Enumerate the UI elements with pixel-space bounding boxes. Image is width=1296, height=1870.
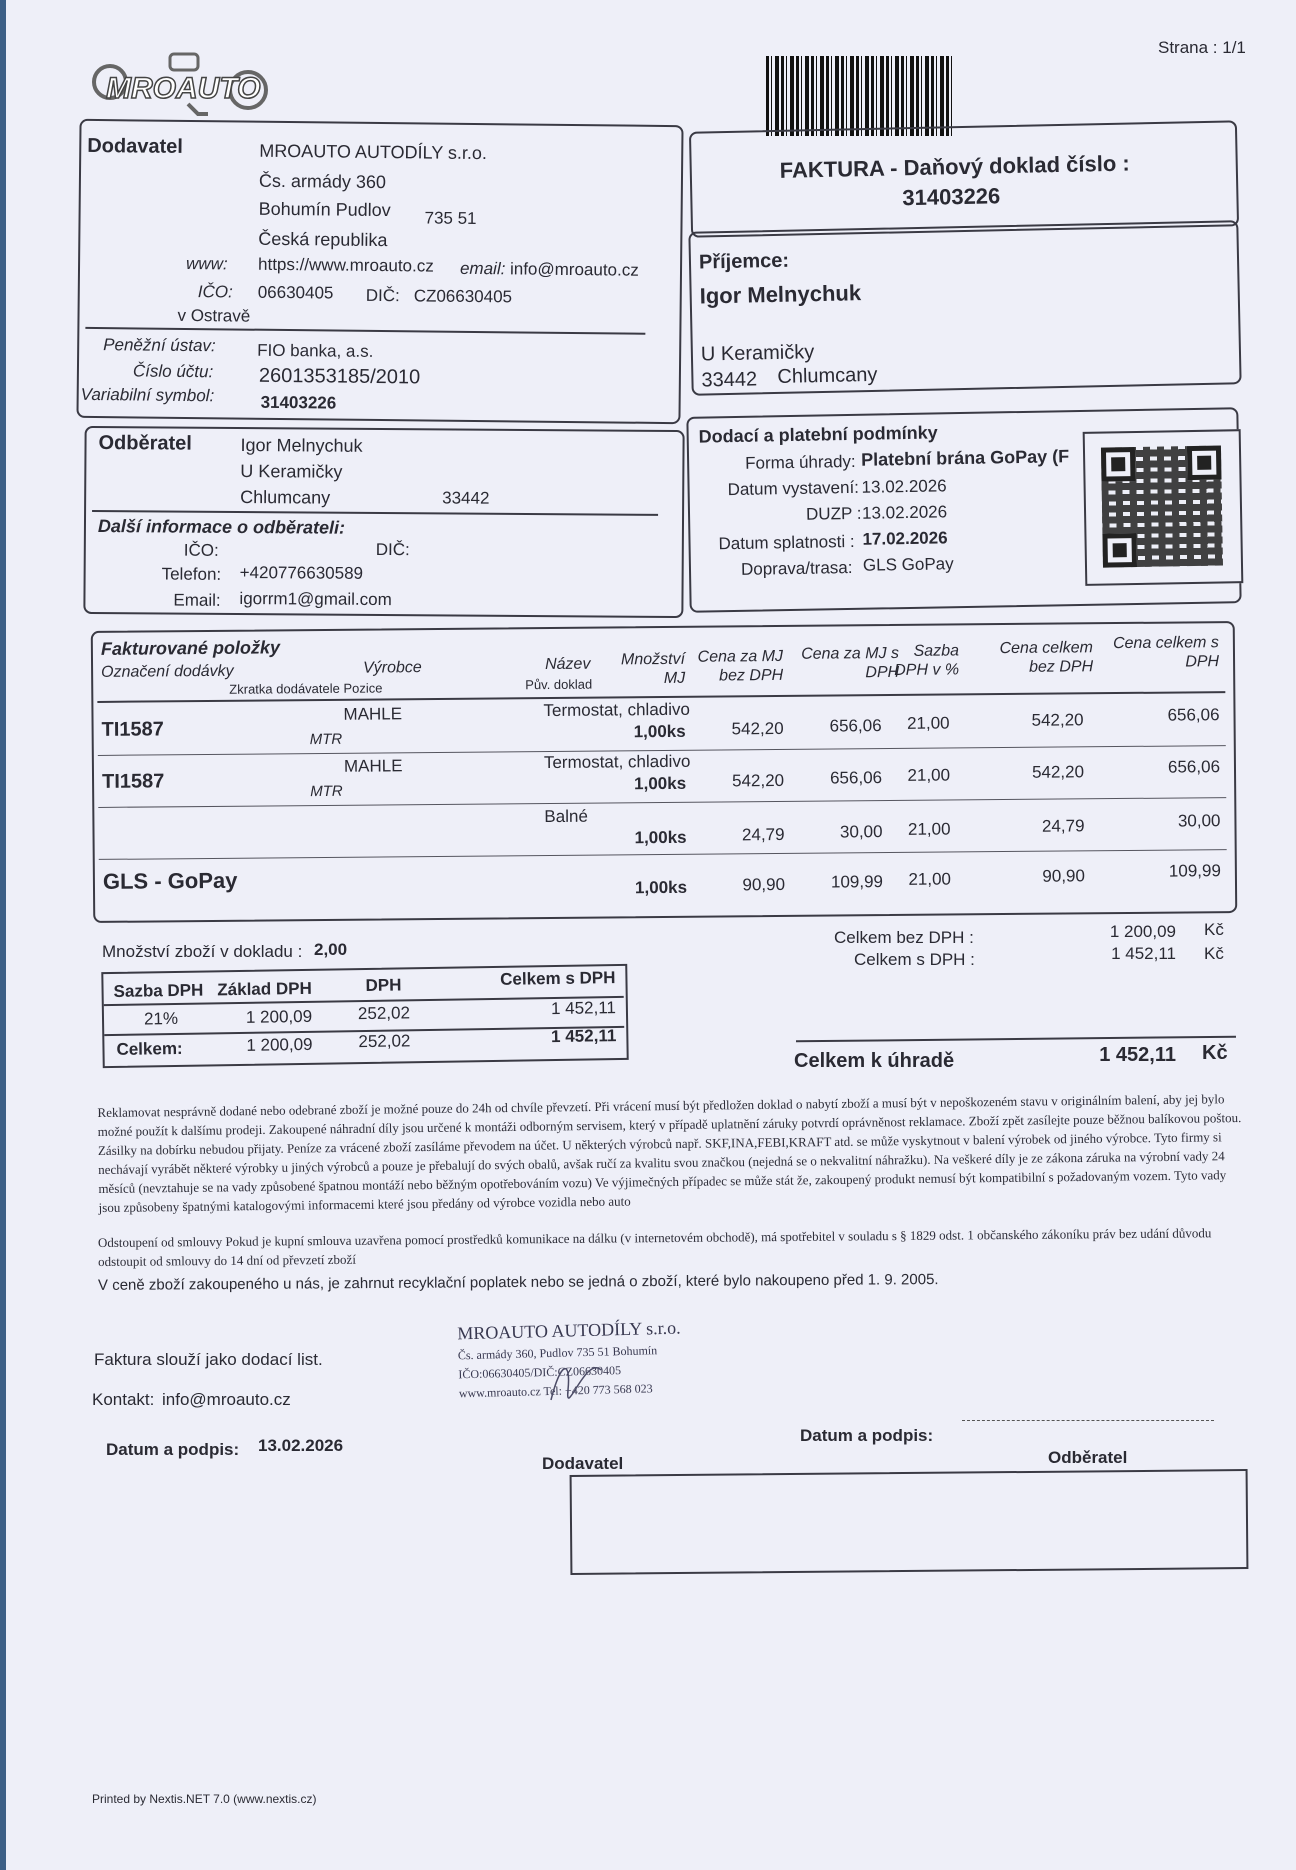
delivery-note: Faktura slouží jako dodací list. — [94, 1350, 323, 1369]
total-inc-value: 1 452,11 — [1111, 944, 1176, 963]
customer-heading: Odběratel — [98, 432, 192, 455]
customer-zip: 33442 — [442, 488, 490, 508]
customer-email-label: Email: — [173, 590, 221, 610]
supplier-dic: CZ06630405 — [413, 286, 513, 307]
customer-sign-label: Odběratel — [1048, 1448, 1128, 1467]
vat-sum-amount: 252,02 — [358, 1031, 411, 1052]
item-price-ex: 24,79 — [741, 824, 785, 845]
items-heading: Fakturované položky — [100, 637, 281, 659]
col-price-ex: Cena za MJ bez DPH — [697, 647, 784, 685]
vs-label: Variabilní symbol: — [80, 384, 215, 406]
date-sign-value: 13.02.2026 — [258, 1436, 344, 1455]
total-ex-value: 1 200,09 — [1109, 922, 1176, 941]
supplier-email: info@mroauto.cz — [509, 259, 639, 280]
item-maker: MAHLE — [343, 756, 403, 776]
duzp-value: 13.02.2026 — [861, 502, 948, 523]
vat-sum-label: Celkem: — [116, 1038, 183, 1059]
recipient-heading: Příjemce: — [698, 249, 790, 274]
col-vat: Sazba DPH v % — [894, 642, 960, 679]
divider — [92, 510, 658, 516]
col-price-inc: Cena za MJ s DPH — [801, 644, 900, 682]
customer-street: U Keramičky — [240, 460, 343, 482]
invoice-number: 31403226 — [902, 183, 1001, 211]
item-maker: MAHLE — [343, 704, 403, 724]
vat-col-total: Celkem s DPH — [500, 968, 616, 989]
supplier-street: Čs. armády 360 — [258, 170, 387, 193]
col-total-ex: Cena celkem bez DPH — [999, 639, 1094, 676]
item-price-inc: 109,99 — [830, 872, 884, 892]
qty-label: Množství zboží v dokladu : — [102, 942, 303, 961]
company-logo — [88, 52, 273, 120]
item-price-inc: 30,00 — [839, 822, 883, 842]
payment-value: Platební brána GoPay (F — [860, 446, 1070, 470]
customer-phone-label: Telefon: — [161, 564, 222, 584]
item-total-ex: 542,20 — [1031, 762, 1085, 782]
supplier-ico-label: IČO: — [197, 282, 233, 302]
qty-value: 2,00 — [314, 940, 348, 959]
supplier-www: https://www.mroauto.cz — [257, 254, 434, 276]
stamp-line: Čs. armády 360, Pudlov 735 51 Bohumín — [457, 1343, 658, 1363]
supplier-name: MROAUTO AUTODÍLY s.r.o. — [259, 140, 488, 164]
customer-box — [83, 426, 684, 618]
supplier-ico: 06630405 — [257, 282, 334, 303]
shipping-label: Doprava/trasa: — [740, 557, 853, 579]
qr-frame — [1083, 429, 1244, 586]
stamp-line: www.mroauto.cz Tel: +420 773 568 023 — [458, 1381, 653, 1401]
col-maker: Výrobce — [363, 659, 422, 677]
signature — [546, 1350, 606, 1410]
item-vat: 21,00 — [908, 869, 952, 889]
item-qty: 1,00ks — [634, 827, 687, 848]
delivery-terms-heading: Dodací a platební podmínky — [698, 422, 938, 447]
qr-finder — [1101, 447, 1136, 482]
invoice-paper — [6, 0, 1296, 1870]
item-price-ex: 542,20 — [731, 718, 784, 739]
recipient-street: U Keramičky — [700, 341, 815, 366]
supplier-email-label: email: — [459, 258, 506, 279]
col-total-inc: Cena celkem s DPH — [1112, 634, 1220, 671]
supplier-country: Česká republika — [258, 228, 388, 251]
item-total-inc: 109,99 — [1168, 861, 1221, 881]
contact-label: Kontakt: — [92, 1390, 155, 1409]
col-name: Název — [544, 655, 591, 674]
customer-ico-label: IČO: — [183, 540, 219, 560]
invoice-title-box — [689, 120, 1239, 237]
customer-dic-label: DIČ: — [375, 539, 410, 560]
items-table — [91, 621, 1238, 923]
customer-city: Chlumcany — [240, 486, 331, 508]
vat-amount: 252,02 — [357, 1003, 411, 1024]
vat-total: 1 452,11 — [550, 998, 617, 1019]
page-number: Strana : 1/1 — [1158, 38, 1246, 57]
item-total-inc: 656,06 — [1167, 757, 1221, 777]
contact-email: info@mroauto.cz — [162, 1390, 291, 1409]
total-divider — [796, 1036, 1236, 1043]
item-total-inc: 30,00 — [1177, 811, 1221, 831]
item-price-ex: 90,90 — [742, 874, 786, 895]
qr-finder — [1102, 533, 1137, 568]
item-price-ex: 542,20 — [731, 770, 785, 791]
customer-email: igorrm1@gmail.com — [239, 588, 392, 610]
logo-text: MROAUTO — [106, 72, 261, 105]
vat-col-vat: DPH — [365, 975, 402, 995]
customer-phone: +420776630589 — [239, 562, 364, 583]
item-code: TI1587 — [101, 718, 164, 741]
currency: Kč — [1204, 920, 1224, 939]
item-qty: 1,00ks — [633, 721, 686, 742]
col-supplier-pos: Zkratka dodávatele Pozice — [229, 680, 383, 697]
to-pay-label: Celkem k úhradě — [794, 1050, 955, 1072]
vat-sum-base: 1 200,09 — [246, 1034, 313, 1055]
supplier-box — [76, 119, 683, 424]
vat-table — [101, 964, 628, 1068]
bank-name: FIO banka, a.s. — [257, 340, 374, 361]
col-orig: Pův. doklad — [525, 676, 593, 693]
supplier-register: v Ostravě — [177, 305, 251, 326]
payment-label: Forma úhrady: — [744, 451, 856, 473]
due-value: 17.02.2026 — [862, 528, 948, 549]
item-total-ex: 542,20 — [1031, 710, 1084, 730]
item-qty: 1,00ks — [634, 877, 688, 898]
vat-col-rate: Sazba DPH — [113, 980, 204, 1001]
signature-box — [570, 1469, 1249, 1575]
customer-more-heading: Další informace o odběrateli: — [97, 516, 346, 538]
complaint-terms: Reklamovat nesprávně dodané nebo odebrané zboží je možné pouze do 24h od chvíle převzetí. Při vrácení musí být předložen doklad o nabytí zboží a musí být v nepoškozeném stavu v originálním balení, aby jej bylo možné použít k dalšímu prodeji. Zakoupené náhradní díly jsou určené k montáži odborným servisem, který v případě uplatnění záruky potvrdí oprávněnost reklamace. Zboží zpět zasílejte pouze běžnou balíkovou poštou. Zásilky na dobírku nebudou přijaty. Peníze za vrácené zboží zasíláme převodem na účet. U některých výrobců např. SKF,INA,FEBI,KRAFT atd. se může vyskytnout v balení výrobek od jiného výrobce. Tyto firmy si nechávají vyrábět některé výrobky u jiných výrobců a pouze je přebalují do svých obalů, avšak ručí za kvalitu svou značkou (nejedná se o nekvalitní náhražku). Na veškeré díly je ze zákona záruka na výrobní vady 24 měsíců (nevztahuje se na vady způsobené špatnou montáží nebo běžným opotřebováním vozu) Ve výjimečných případec se může stát že, zakoupený produkt nemusí být kompatibilní s požadovaným vozem. Tyto vady jsou způsobeny špatnými katalogovými informacemi které jsou předány od výrobce vozidla nebo auto — [97, 1091, 1242, 1216]
qr-finder — [1187, 446, 1222, 481]
to-pay-value: 1 452,11 — [1099, 1044, 1176, 1066]
supplier-www-label: www: — [185, 253, 228, 274]
item-name: Termostat, chladivo — [543, 751, 691, 773]
item-supplier: MTR — [310, 782, 343, 801]
barcode — [766, 56, 952, 136]
bank-label: Peněžní ústav: — [103, 335, 216, 356]
stamp-line: MROAUTO AUTODÍLY s.r.o. — [457, 1317, 681, 1344]
currency: Kč — [1202, 1042, 1228, 1064]
supplier-city: Bohumín Pudlov — [258, 198, 391, 221]
item-code: GLS - GoPay — [102, 867, 238, 894]
item-total-inc: 656,06 — [1167, 705, 1220, 725]
col-qty: Množství MJ — [620, 650, 686, 687]
total-ex-label: Celkem bez DPH : — [834, 928, 974, 947]
printed-by: Printed by Nextis.NET 7.0 (www.nextis.cz) — [92, 1792, 317, 1806]
shipping-value: GLS GoPay — [862, 554, 954, 575]
supplier-dic-label: DIČ: — [365, 285, 400, 306]
stamp-line: IČO:06630405/DIČ:CZ06630405 — [458, 1363, 622, 1382]
recipient-city: Chlumcany — [777, 363, 878, 388]
supplier-heading: Dodavatel — [87, 134, 184, 158]
col-code: Označení dodávky — [101, 662, 234, 681]
issued-value: 13.02.2026 — [861, 476, 947, 497]
supplier-sign-label: Dodavatel — [542, 1454, 624, 1473]
item-total-ex: 90,90 — [1042, 866, 1086, 886]
recycling-note: V ceně zboží zakoupeného u nás, je zahrnut recyklační poplatek nebo se jedná o zboží, které bylo nakoupeno před 1. 9. 2005. — [97, 1271, 939, 1294]
vs-value: 31403226 — [260, 392, 337, 413]
invoice-title: FAKTURA - Daňový doklad číslo : — [779, 150, 1130, 183]
recipient-name: Igor Melnychuk — [699, 280, 862, 309]
account-number: 2601353185/2010 — [258, 364, 421, 389]
item-code: TI1587 — [101, 770, 165, 793]
signature-line — [962, 1420, 1214, 1421]
item-price-inc: 656,06 — [829, 716, 882, 736]
item-total-ex: 24,79 — [1041, 816, 1085, 836]
withdrawal-terms: Odstoupení od smlouvy Pokud je kupní smlouva uzavřena pomocí prostředků komunikace na dálku (v internetovém obchodě), má spotřebitel v souladu s § 1829 odst. 1 občanského zákoníku práv bez udání důvodu odstoupit od smlouvy do 14 dní od převzetí zboží — [97, 1225, 1212, 1270]
table-row — [95, 851, 1235, 915]
account-label: Číslo účtu: — [132, 361, 214, 382]
vat-rate: 21% — [143, 1008, 179, 1029]
divider — [85, 327, 645, 335]
customer-name: Igor Melnychuk — [240, 434, 363, 456]
delivery-terms-box — [686, 407, 1241, 613]
item-supplier: MTR — [309, 730, 343, 749]
vat-base: 1 200,09 — [245, 1006, 313, 1027]
supplier-zip: 735 51 — [424, 208, 477, 229]
recipient-zip: 33442 — [701, 368, 758, 392]
item-name: Termostat, chladivo — [543, 699, 690, 721]
date-sign-label: Datum a podpis: — [106, 1440, 240, 1459]
total-inc-label: Celkem s DPH : — [854, 950, 975, 969]
item-vat: 21,00 — [907, 819, 951, 839]
item-vat: 21,00 — [906, 713, 950, 733]
vat-col-base: Základ DPH — [217, 978, 312, 1000]
currency: Kč — [1204, 944, 1224, 963]
item-price-inc: 656,06 — [829, 768, 883, 788]
item-qty: 1,00ks — [634, 773, 687, 794]
recipient-box — [688, 220, 1241, 395]
duzp-label: DUZP : — [805, 503, 862, 524]
vat-sum-total: 1 452,11 — [550, 1026, 617, 1047]
issued-label: Datum vystavení: — [727, 477, 860, 500]
due-label: Datum splatnosti : — [718, 531, 855, 554]
item-vat: 21,00 — [907, 765, 951, 785]
item-name: Balné — [544, 806, 588, 827]
date-sign-label-right: Datum a podpis: — [800, 1426, 934, 1445]
